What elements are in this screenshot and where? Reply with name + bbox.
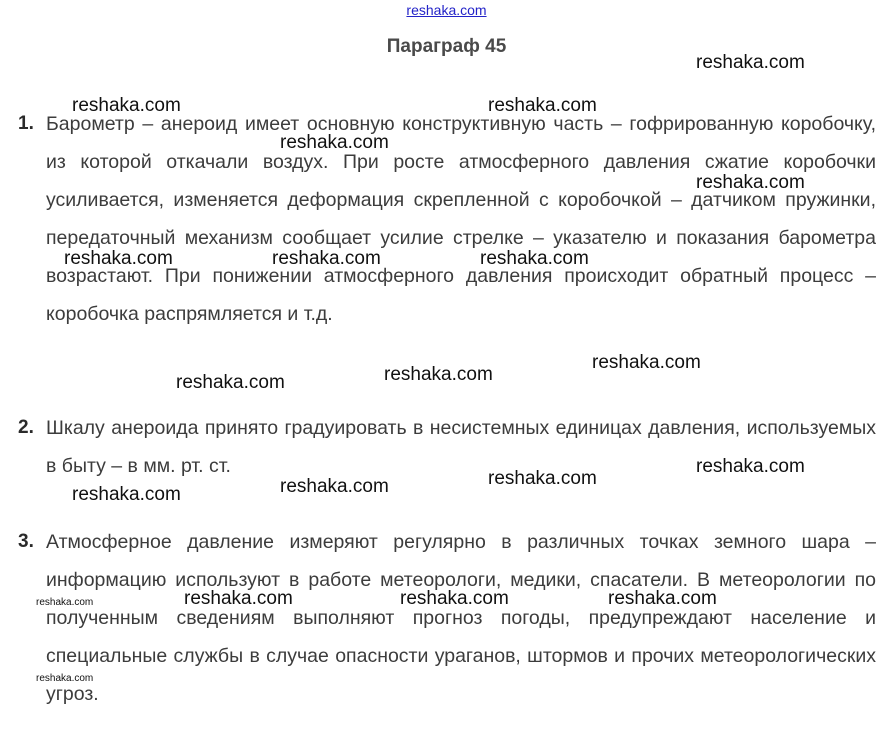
watermark: reshaka.com: [384, 364, 493, 385]
item-text: Барометр – анероид имеет основную конструктивную часть – гофрированную коробочку, из которой откачали воздух. При росте атмосферного давления сжатие коробочки усиливается, изменяется деформация скрепленной с коробочкой – датчиком пружинки, передаточный механизм сообщает усилие стрелке – указателю и показания барометра возрастают. При понижении атмосферного давления происходит обратный процесс – коробочка распрямляется и т.д.: [46, 113, 876, 325]
item-text: Атмосферное давление измеряют регулярно в различных точках земного шара – информацию используют в работе метеорологи, медики, спасатели. В метеорологии по полученным сведениям выполняют прогноз погоды, предупреждают население и специальные службы в случае опасности ураганов, штормов и прочих метеорологических угроз.: [46, 531, 876, 705]
watermark: reshaka.com: [72, 95, 181, 116]
watermark: reshaka.com: [272, 248, 381, 269]
watermark: reshaka.com: [64, 248, 173, 269]
watermark: reshaka.com: [608, 588, 717, 609]
item-number: 2.: [18, 417, 34, 438]
site-link[interactable]: reshaka.com: [406, 2, 487, 18]
watermark: reshaka.com: [696, 456, 805, 477]
watermark: reshaka.com: [488, 95, 597, 116]
watermark: reshaka.com: [592, 352, 701, 373]
item-text: Шкалу анероида принято градуировать в несистемных единицах давления, используемых в быту – в мм. рт. ст.: [46, 417, 876, 477]
watermark: reshaka.com: [696, 172, 805, 193]
watermark: reshaka.com: [488, 468, 597, 489]
watermark: reshaka.com: [480, 248, 589, 269]
watermark: reshaka.com: [280, 476, 389, 497]
watermark-small: reshaka.com: [36, 673, 94, 684]
watermark: reshaka.com: [72, 484, 181, 505]
watermark: reshaka.com: [400, 588, 509, 609]
watermark-small: reshaka.com: [36, 597, 94, 608]
page-title: Параграф 45: [386, 36, 507, 57]
watermark: reshaka.com: [176, 372, 285, 393]
watermark: reshaka.com: [184, 588, 293, 609]
item-number: 3.: [18, 531, 34, 552]
watermark: reshaka.com: [280, 132, 389, 153]
item-number: 1.: [18, 113, 34, 134]
watermark: reshaka.com: [696, 52, 805, 73]
